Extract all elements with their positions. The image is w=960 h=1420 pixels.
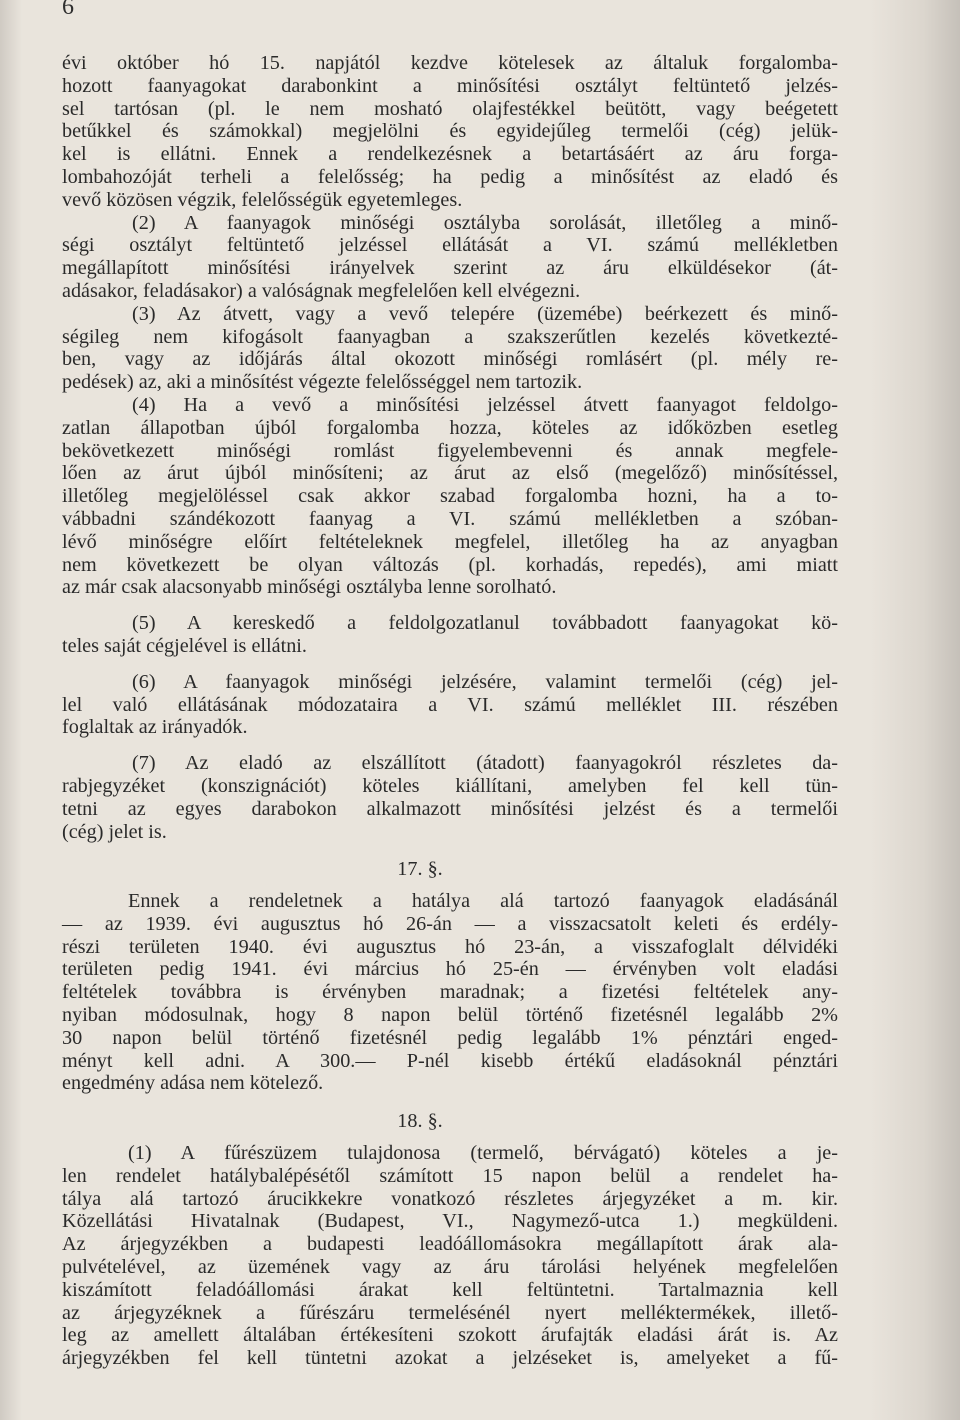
text-line: ményt kell adni. A 300.— P-nél kisebb értékű eladásoknál pénztári <box>62 1049 838 1072</box>
text-line: illetőleg megjelöléssel csak akkor szabad forgalomba hozni, ha a to- <box>62 485 838 508</box>
text-line: hozott faanyagokat darabonkint a minősítési osztályt feltüntető jelzés- <box>62 74 838 97</box>
text-line: lően az árut újból minősíteni; az árut az első (megelőző) minősítéssel, <box>62 462 838 485</box>
text-line: (1) A fűrészüzem tulajdonosa (termelő, bérvágató) köteles a je- <box>128 1142 838 1165</box>
text-line: évi október hó 15. napjától kezdve kötelesek az általuk forgalomba- <box>62 52 838 74</box>
text-line: rabjegyzéket (konszignációt) köteles kiállítani, amelyben fel kell tün- <box>62 774 838 797</box>
text-line: Az árjegyzékben a budapesti leadóállomásokra megállapított árak ala- <box>62 1233 838 1256</box>
text-line: vevő közösen végzik, felelősségük egyetemleges. <box>62 188 463 211</box>
text-line: zatlan állapotban újból forgalomba hozza, köteles az időközben esetleg <box>62 416 838 439</box>
body-text <box>62 52 838 1370</box>
text-line: vábbadni szándékozott faanyag a VI. számú mellékletben a szóban- <box>62 507 838 530</box>
section-heading: 18. §. <box>397 1110 443 1133</box>
text-line: az árjegyzéknek a fűrészáru termelésénél nyert melléktermékek, illető- <box>62 1301 838 1324</box>
text-line: leg az amellett általában értékesíteni szokott árufajták eladási árát is. Az <box>62 1324 838 1347</box>
text-line: foglaltak az irányadók. <box>62 716 248 739</box>
text-line: teles saját cégjelével is ellátni. <box>62 634 307 657</box>
text-line: lombahozóját terheli a felelősség; ha pedig a minősítést az eladó és <box>62 165 838 188</box>
text-line: területen pedig 1941. évi március hó 25-én — érvényben volt eladási <box>62 958 838 981</box>
text-line: betűkkel és számokkal) megjelölni és egyidejűleg termelői (cég) jelük- <box>62 120 838 143</box>
text-line: ségileg nem kifogásolt faanyagban a szakszerűtlen kezelés következté- <box>62 325 838 348</box>
text-line: sel tartósan (pl. le nem mosható olajfestékkel beütött, vagy beégetett <box>62 97 838 120</box>
text-line: (2) A faanyagok minőségi osztályba sorolását, illetőleg a minő- <box>132 211 838 234</box>
text-line: (3) Az átvett, vagy a vevő telepére (üzemébe) beérkezett és minő- <box>132 302 838 325</box>
text-line: kiszámított feladóállomási árakat kell feltüntetni. Tartalmaznia kell <box>62 1278 838 1301</box>
text-line: Ennek a rendeletnek a hatálya alá tartozó faanyagok eladásánál <box>128 890 838 913</box>
text-line: (4) Ha a vevő a minősítési jelzéssel átvett faanyagot feldolgo- <box>132 393 838 416</box>
text-line: feltételek továbbra is érvényben maradnak; a fizetési feltételek any- <box>62 981 838 1004</box>
text-line: pulvételével, az üzemének vagy az áru tárolási helyének megfelelően <box>62 1256 838 1279</box>
text-line: — az 1939. évi augusztus hó 26-án — a visszacsatolt keleti és erdély- <box>62 912 838 935</box>
text-line: lévő minőségre előírt feltételeknek megfelel, illetőleg ha az anyagban <box>62 530 838 553</box>
text-line: kel is ellátni. Ennek a rendelkezésnek a betartásáért az áru forga- <box>62 143 838 166</box>
text-line: ben, vagy az időjárás által okozott minőségi romlásért (pl. mély re- <box>62 348 838 371</box>
text-line: lel való ellátásának módozataira a VI. számú melléklet III. részében <box>62 693 838 716</box>
text-line: árjegyzékben fel kell tüntetni azokat a jelzéseket is, amelyeket a fű- <box>62 1347 838 1370</box>
text-line: nyiban módosulnak, hogy 8 napon belül történő fizetésnél legalább 2% <box>62 1004 838 1027</box>
text-line: (7) Az eladó az elszállított (átadott) faanyagokról részletes da- <box>132 752 838 775</box>
text-line: megállapított minősítési irányelvek szerint az áru elküldésekor (át- <box>62 257 838 280</box>
text-line: (5) A kereskedő a feldolgozatlanul továbbadott faanyagokat kö- <box>132 612 838 635</box>
text-line: tetni az egyes darabokon alkalmazott minősítési jelzést és a termelői <box>62 797 838 820</box>
text-line: 30 napon belül történő fizetésnél pedig legalább 1% pénztári enged- <box>62 1026 838 1049</box>
text-line: az már csak alacsonyabb minőségi osztályba lenne sorolható. <box>62 576 557 599</box>
text-line: (6) A faanyagok minőségi jelzésére, valamint termelői (cég) jel- <box>132 670 838 693</box>
text-line: pedések) az, aki a minősítést végezte felelősséggel nem tartozik. <box>62 371 583 394</box>
text-line: nem következett be olyan változás (pl. korhadás, repedés), ami miatt <box>62 553 838 576</box>
text-line: len rendelet hatálybalépésétől számított 15 napon belül a rendelet ha- <box>62 1164 838 1187</box>
text-line: engedmény adása nem kötelező. <box>62 1072 324 1095</box>
page-number: 6 <box>62 0 74 20</box>
text-line: adásakor, feladásakor) a valóságnak megfelelően kell elvégezni. <box>62 279 581 302</box>
section-heading: 17. §. <box>397 858 443 881</box>
text-line: (cég) jelet is. <box>62 820 167 843</box>
text-line: bekövetkezett minőségi romlást figyelembevenni és annak megfele- <box>62 439 838 462</box>
text-line: ségi osztályt feltüntető jelzéssel ellátását a VI. számú mellékletben <box>62 234 838 257</box>
text-line: tálya alá tartozó árucikkekre vonatkozó részletes árjegyzéket a m. kir. <box>62 1187 838 1210</box>
text-line: Közellátási Hivatalnak (Budapest, VI., Nagymező-utca 1.) megküldeni. <box>62 1210 838 1233</box>
page-right-shadow <box>870 0 960 1420</box>
page-left-shadow <box>0 0 22 1420</box>
text-line: részi területen 1940. évi augusztus hó 23-án, a visszafoglalt délvidéki <box>62 935 838 958</box>
